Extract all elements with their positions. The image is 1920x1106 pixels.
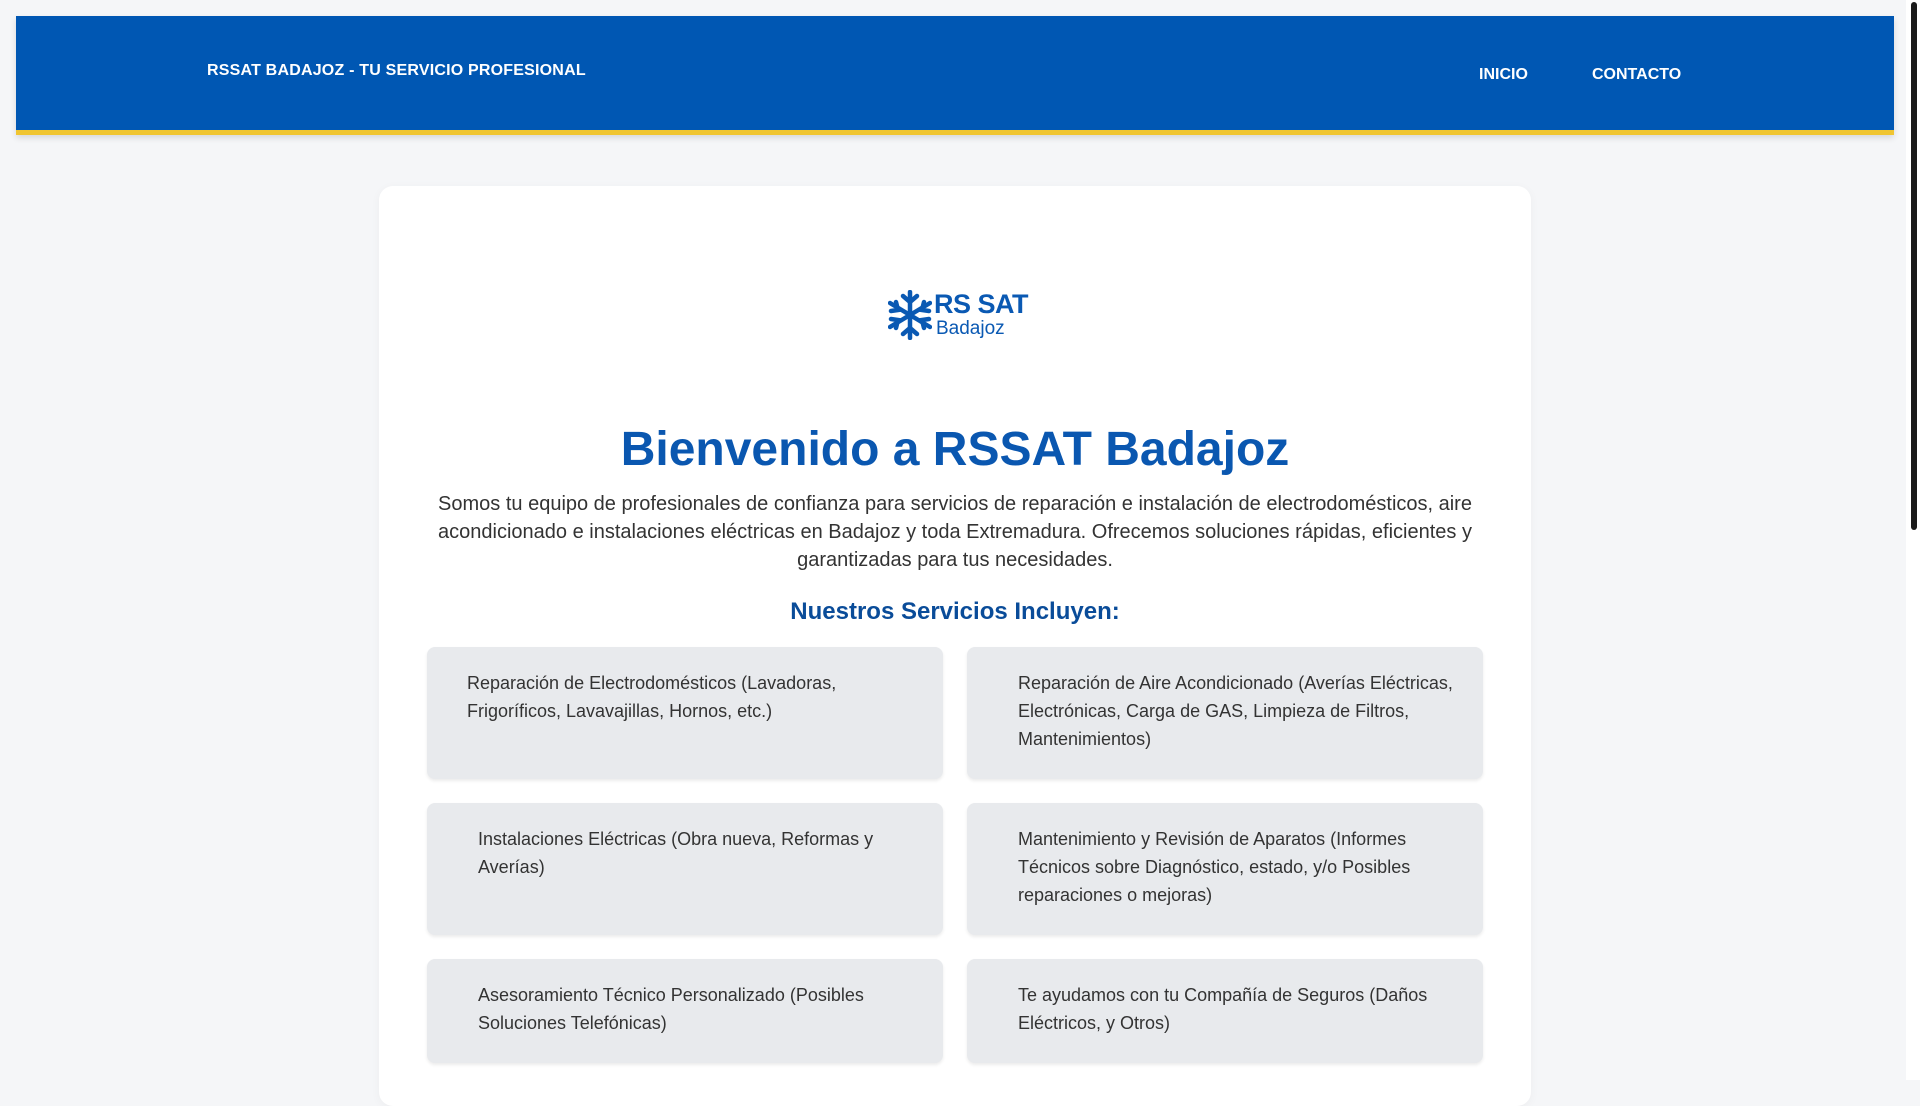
service-text: Te ayudamos con tu Compañía de Seguros (Daños Eléctricos, y Otros) bbox=[1018, 985, 1428, 1033]
service-card bbox=[427, 803, 943, 935]
scrollbar[interactable] bbox=[1906, 0, 1920, 1080]
service-card bbox=[427, 959, 943, 1063]
site-header bbox=[16, 16, 1894, 135]
logo-name: RS SAT bbox=[934, 289, 1029, 319]
service-text: Asesoramiento Técnico Personalizado (Posibles Soluciones Telefónicas) bbox=[478, 985, 864, 1033]
logo-city: Badajoz bbox=[936, 318, 1005, 339]
nav-contacto[interactable]: CONTACTO bbox=[1592, 66, 1682, 83]
service-card bbox=[427, 647, 943, 779]
brand-title[interactable]: RSSAT BADAJOZ - TU SERVICIO PROFESIONAL bbox=[207, 62, 586, 79]
service-card bbox=[967, 959, 1483, 1063]
scrollbar-thumb[interactable] bbox=[1911, 2, 1917, 530]
main-card bbox=[379, 186, 1531, 1106]
snowflake-icon bbox=[888, 290, 932, 340]
service-text: Mantenimiento y Revisión de Aparatos (Informes Técnicos sobre Diagnóstico, estado, y/o Posibles reparaciones o mejoras) bbox=[1018, 829, 1411, 905]
service-text: Reparación de Electrodomésticos (Lavadoras, Frigoríficos, Lavavajillas, Hornos, etc.) bbox=[467, 673, 837, 721]
service-text: Instalaciones Eléctricas (Obra nueva, Reformas y Averías) bbox=[478, 829, 874, 877]
service-card bbox=[967, 803, 1483, 935]
logo bbox=[888, 289, 1028, 341]
services-heading: Nuestros Servicios Incluyen: bbox=[790, 598, 1120, 625]
intro-paragraph: Somos tu equipo de profesionales de confianza para servicios de reparación e instalación de electrodomésticos, aire acondicionado e instalaciones eléctricas en Badajoz y toda Extremadura. Ofrecemos soluciones rápidas, eficientes y garantizadas para tus necesidades. bbox=[438, 493, 1472, 571]
service-card bbox=[967, 647, 1483, 779]
page-title: Bienvenido a RSSAT Badajoz bbox=[620, 423, 1290, 476]
nav-inicio[interactable]: INICIO bbox=[1479, 66, 1528, 83]
service-text: Reparación de Aire Acondicionado (Averías Eléctricas, Electrónicas, Carga de GAS, Limpieza de Filtros, Mantenimientos) bbox=[1018, 673, 1453, 749]
